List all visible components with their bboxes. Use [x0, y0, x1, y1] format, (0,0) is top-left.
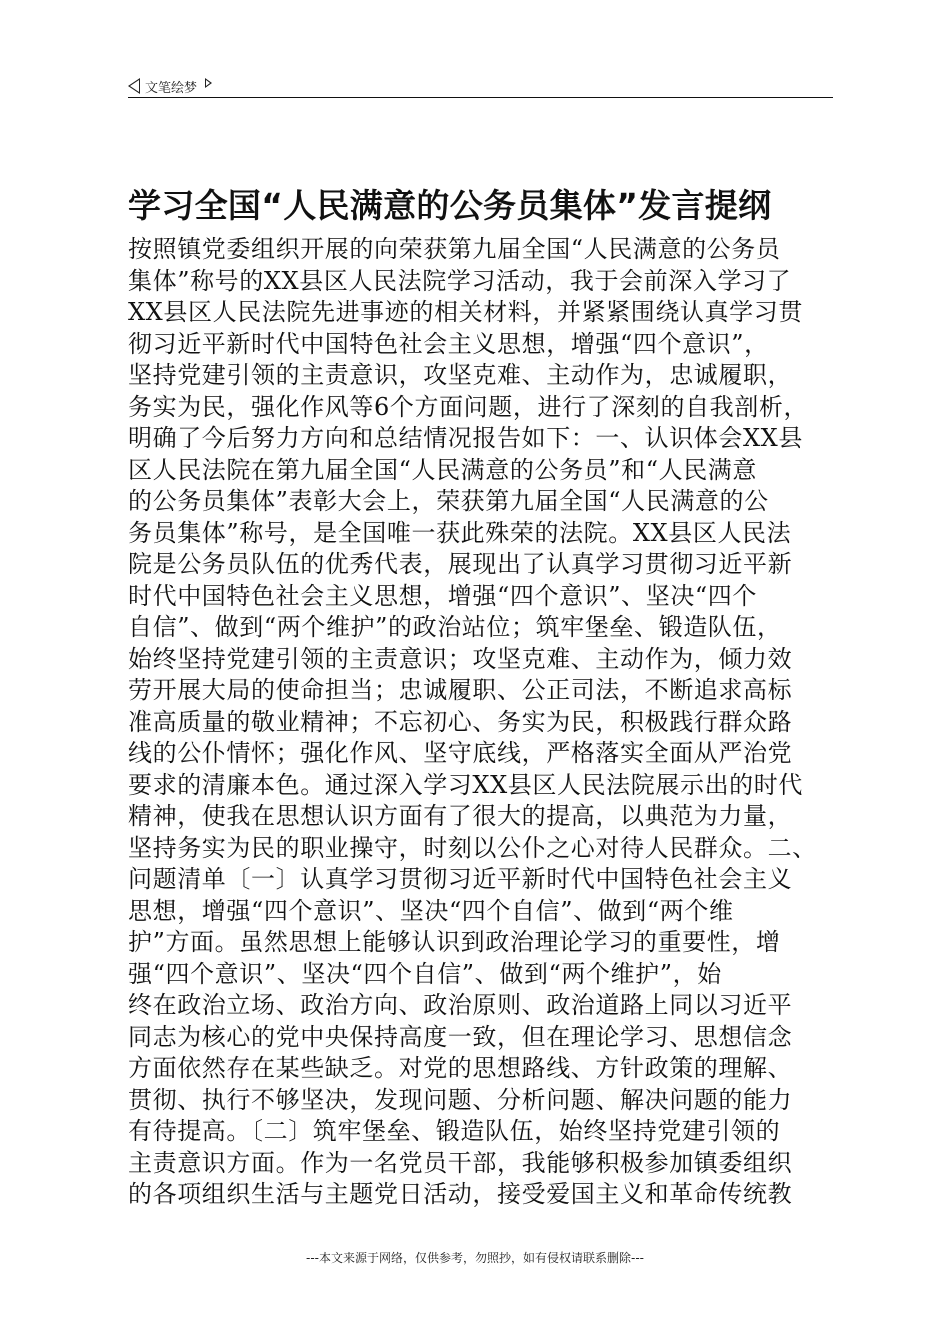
body-line: 的公务员集体”表彰大会上，荣获第九届全国“人民满意的公 [128, 487, 769, 515]
document-title: 学习全国“人民满意的公务员集体”发言提纲 [128, 186, 772, 225]
body-line: 准高质量的敬业精神；不忘初心、务实为民，积极践行群众路 [128, 707, 793, 736]
body-line: 集体”称号的XX县区人民法院学习活动，我于会前深入学习了 [128, 266, 792, 295]
body-line: 的各项组织生活与主题党日活动，接受爱国主义和革命传统教 [128, 1180, 793, 1208]
body-line: 强“四个意识”、坚决“四个自信”、做到“两个维护”，始 [128, 959, 722, 988]
body-line: 线的公仆情怀；强化作风、坚守底线，严格落实全面从严治党 [128, 739, 793, 767]
document-body [128, 234, 833, 1211]
body-line: 劳开展大局的使命担当；忠诚履职、公正司法，不断追求高标 [128, 676, 793, 704]
body-line: 终在政治立场、政治方向、政治原则、政治道路上同以习近平 [128, 991, 793, 1019]
body-line: 思想，增强“四个意识”、坚决“四个自信”、做到“两个维 [128, 896, 734, 925]
body-line: 有待提高。〔二〕筑牢堡垒、锻造队伍，始终坚持党建引领的 [128, 1117, 781, 1145]
body-line: 区人民法院在第九届全国“人民满意的公务员”和“人民满意 [128, 455, 758, 484]
header-divider [128, 97, 833, 98]
triangle-left-icon [128, 78, 140, 94]
body-line: 坚持务实为民的职业操守，时刻以公仆之心对待人民群众。二、 [128, 833, 817, 862]
body-line: 主责意识方面。作为一名党员干部，我能够积极参加镇委组织 [128, 1148, 793, 1177]
page-header [128, 74, 833, 98]
body-line: 贯彻、执行不够坚决，发现问题、分析问题、解决问题的能力 [128, 1085, 793, 1114]
body-line: 坚持党建引领的主责意识，攻坚克难、主动作为，忠诚履职， [128, 361, 793, 389]
body-line: 始终坚持党建引领的主责意识；攻坚克难、主动作为，倾力效 [128, 644, 793, 673]
body-line: 问题清单〔一〕认真学习贯彻习近平新时代中国特色社会主义 [128, 865, 793, 893]
body-line: 明确了今后努力方向和总结情况报告如下：一、认识体会XX县 [128, 424, 803, 452]
body-line: 自信”、做到“两个维护”的政治站位；筑牢堡垒、锻造队伍， [128, 613, 782, 641]
body-line: 彻习近平新时代中国特色社会主义思想，增强“四个意识”， [128, 329, 769, 358]
body-line: XX县区人民法院先进事迹的相关材料，并紧紧围绕认真学习贯 [128, 298, 803, 326]
page-footer-notice: ---本文来源于网络，仅供参考，勿照抄，如有侵权请联系删除--- [306, 1251, 644, 1265]
header-brand: 文笔绘梦 [145, 80, 198, 96]
body-line: 按照镇党委组织开展的向荣获第九届全国“人民满意的公务员 [128, 235, 781, 263]
triangle-right-icon [205, 78, 212, 88]
body-line: 精神，使我在思想认识方面有了很大的提高，以典范为力量， [128, 802, 793, 830]
body-line: 护”方面。虽然思想上能够认识到政治理论学习的重要性，增 [128, 928, 781, 956]
body-line: 时代中国特色社会主义思想，增强“四个意识”、坚决“四个 [128, 581, 758, 610]
body-line: 要求的清廉本色。通过深入学习XX县区人民法院展示出的时代 [128, 770, 803, 799]
body-line: 同志为核心的党中央保持高度一致，但在理论学习、思想信念 [128, 1022, 793, 1051]
body-line: 方面依然存在某些缺乏。对党的思想路线、方针政策的理解、 [128, 1054, 793, 1082]
body-line: 务员集体”称号，是全国唯一获此殊荣的法院。XX县区人民法 [128, 518, 792, 547]
body-line: 院是公务员队伍的优秀代表，展现出了认真学习贯彻习近平新 [128, 550, 793, 578]
body-line: 务实为民，强化作风等6个方面问题，进行了深刻的自我剖析， [128, 392, 809, 421]
